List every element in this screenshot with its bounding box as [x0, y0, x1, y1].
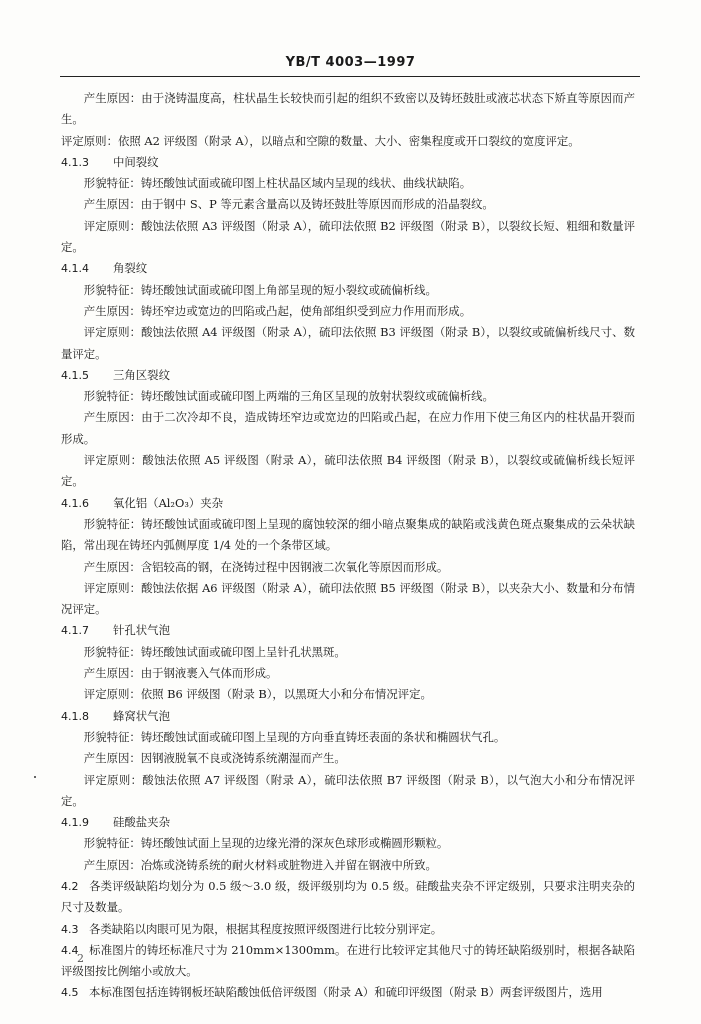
document-body [61, 88, 635, 1004]
section-number: 4.1.8 [61, 709, 89, 723]
section-title: 蜂窝状气泡 [113, 708, 170, 723]
clause-number: 4.3 [61, 922, 79, 936]
paragraph: 评定原则：酸蚀法依照 A4 评级图（附录 A），硫印法依照 B3 评级图（附录 B），以裂纹或硫偏析线尺寸、数量评定。 [61, 325, 635, 361]
clause-4-3 [61, 919, 635, 940]
paragraph: 评定原则：依照 A2 评级图（附录 A），以暗点和空隙的数量、大小、密集程度或开口裂纹的宽度评定。 [61, 133, 580, 148]
section-heading-4-1-8 [61, 706, 635, 727]
clause-4-5 [61, 982, 635, 1003]
section-heading-4-1-4 [61, 258, 635, 279]
clause-4-4 [61, 940, 635, 983]
paragraph: 评定原则：依照 B6 评级图（附录 B），以黑斑大小和分布情况评定。 [83, 687, 432, 702]
section-heading-4-1-3 [61, 152, 635, 173]
section-heading-4-1-5 [61, 365, 635, 386]
section-title: 角裂纹 [113, 261, 148, 276]
paragraph: 产生原因：冶炼或浇铸系统的耐火材料或脏物进入并留在钢液中所致。 [83, 857, 437, 872]
paragraph: 产生原因：铸坯窄边或宽边的凹陷或凸起，使角部组织受到应力作用而形成。 [83, 303, 472, 318]
clause-number: 4.4 [61, 943, 79, 957]
section-number: 4.1.7 [61, 624, 89, 638]
paragraph: 评定原则：酸蚀法依据 A6 评级图（附录 A），硫印法依照 B5 评级图（附录 B），以夹杂大小、数量和分布情况评定。 [61, 580, 635, 617]
scan-speck [34, 776, 36, 778]
paragraph: 形貌特征：铸坯酸蚀试面或硫印图上柱状晶区域内呈现的线状、曲线状缺陷。 [83, 176, 472, 191]
standard-code-header: YB/T 4003—1997 [285, 55, 416, 70]
section-title: 针孔状气泡 [113, 623, 170, 638]
clause-text: 各类评级缺陷均划分为 0.5 级～3.0 级，级评级别均为 0.5 级。硅酸盐夹杂不评定级别，只要求注明夹杂的尺寸及数量。 [61, 878, 635, 915]
section-title: 中间裂纹 [113, 154, 159, 169]
clause-4-2 [61, 876, 635, 919]
section-number: 4.1.6 [61, 496, 89, 510]
paragraph: 产生原因：由于二次冷却不良，造成铸坯窄边或宽边的凹陷或凸起，在应力作用下使三角区内的柱状晶开裂而形成。 [61, 410, 635, 446]
section-title: 三角区裂纹 [113, 367, 170, 382]
clause-text: 标准图片的铸坯标准尺寸为 210mm×1300mm。在进行比较评定其他尺寸的铸坯缺陷级别时，根据各缺陷评级图按比例缩小或放大。 [61, 942, 635, 979]
paragraph: 形貌特征：铸坯酸蚀试面或硫印图上呈现的方向垂直铸坯表面的条状和椭圆状气孔。 [83, 729, 506, 744]
page-number: 2 [77, 952, 84, 965]
section-heading-4-1-9 [61, 812, 635, 833]
section-number: 4.1.4 [61, 262, 89, 276]
paragraph: 形貌特征：铸坯酸蚀试面或硫印图上两端的三角区呈现的放射状裂纹或硫偏析线。 [83, 389, 494, 404]
clause-number: 4.5 [61, 986, 79, 1000]
paragraph: 形貌特征：铸坯酸蚀试面或硫印图上角部呈现的短小裂纹或硫偏析线。 [83, 282, 437, 297]
paragraph: 产生原因：由于钢中 S、P 等元素含量高以及铸坯鼓肚等原因而形成的沿晶裂纹。 [83, 197, 494, 212]
paragraph: 产生原因：因钢液脱氧不良或浇铸系统潮湿而产生。 [83, 751, 346, 766]
paragraph: 评定原则：酸蚀法依照 A3 评级图（附录 A），硫印法依照 B2 评级图（附录 B），以裂纹长短、粗细和数量评定。 [61, 218, 635, 255]
header-rule [60, 76, 640, 77]
paragraph: 产生原因：由于浇铸温度高，柱状晶生长较快而引起的组织不致密以及铸坯鼓肚或液芯状态下矫直等原因而产生。 [61, 91, 635, 127]
paragraph: 形貌特征：铸坯酸蚀试面或硫印图上呈现的腐蚀较深的细小暗点聚集成的缺陷或浅黄色斑点聚集成的云朵状缺陷，常出现在铸坯内弧侧厚度 1/4 处的一个条带区域。 [61, 516, 635, 553]
section-title: 硅酸盐夹杂 [113, 815, 170, 830]
section-number: 4.1.9 [61, 816, 89, 830]
paragraph: 形貌特征：铸坯酸蚀试面或硫印图上呈针孔状黑斑。 [83, 644, 346, 659]
paragraph: 产生原因：含铝较高的钢，在浇铸过程中因钢液二次氧化等原因而形成。 [83, 559, 449, 574]
section-heading-4-1-6 [61, 493, 635, 514]
clause-number: 4.2 [61, 879, 79, 893]
section-number: 4.1.5 [61, 368, 89, 382]
clause-text: 本标准图包括连铸钢板坯缺陷酸蚀低倍评级图（附录 A）和硫印评级图（附录 B）两套评级图片，选用 [89, 985, 603, 1000]
clause-text: 各类缺陷以肉眼可见为限，根据其程度按照评级图进行比较分别评定。 [89, 921, 443, 936]
paragraph: 评定原则：酸蚀法依照 A5 评级图（附录 A），硫印法依照 B4 评级图（附录 B），以裂纹或硫偏析线长短评定。 [61, 453, 635, 489]
paragraph: 产生原因：由于钢液裹入气体而形成。 [83, 666, 278, 681]
paragraph: 形貌特征：铸坯酸蚀试面上呈现的边缘光滑的深灰色球形或椭圆形颗粒。 [83, 836, 449, 851]
section-heading-4-1-7 [61, 620, 635, 641]
section-number: 4.1.3 [61, 155, 89, 169]
paragraph: 评定原则：酸蚀法依照 A7 评级图（附录 A），硫印法依照 B7 评级图（附录 B），以气泡大小和分布情况评定。 [61, 772, 635, 808]
section-title: 氧化铝（Al₂O₃）夹杂 [113, 495, 224, 510]
